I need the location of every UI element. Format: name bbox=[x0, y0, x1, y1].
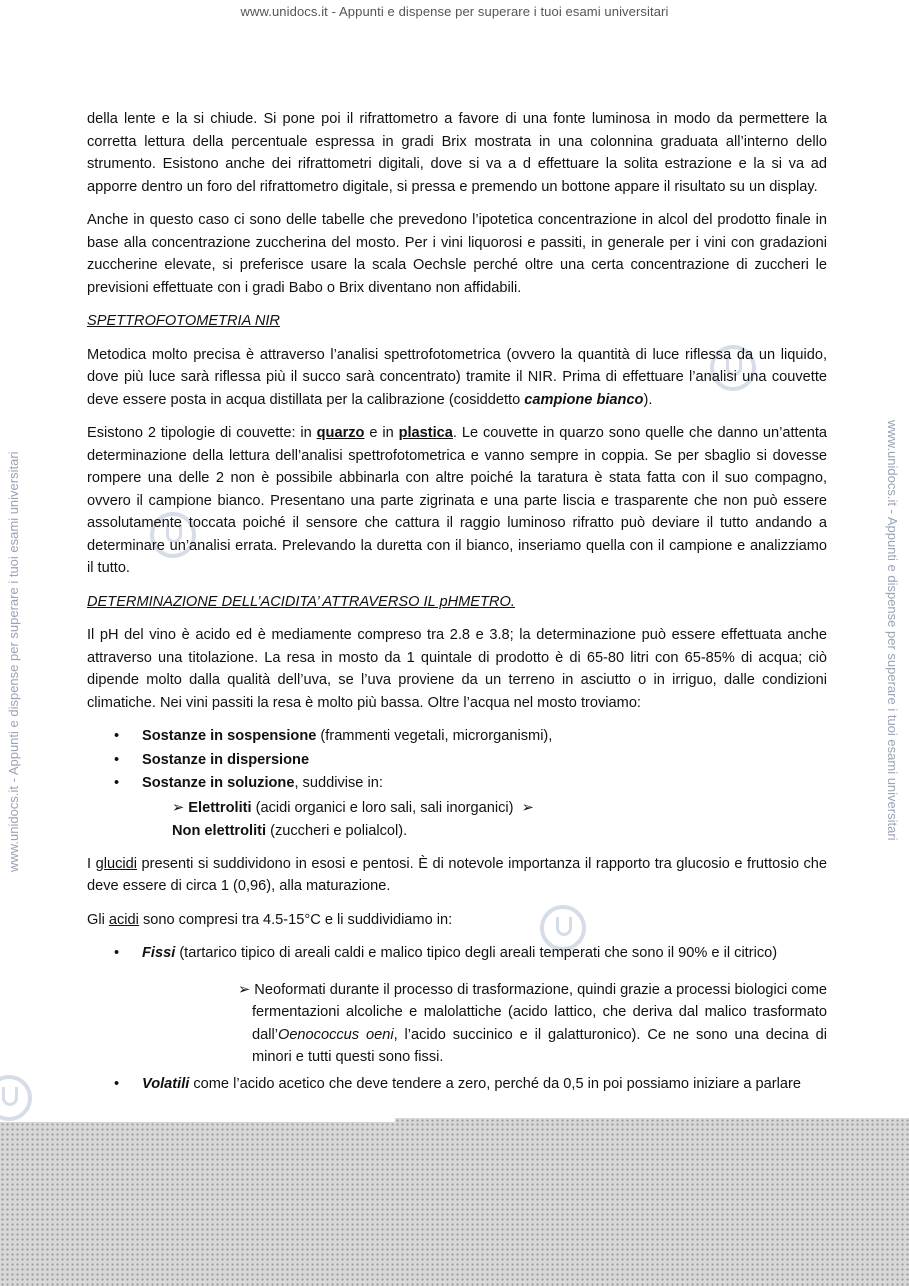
list-item: • Sostanze in sospensione (frammenti vegetali, microrganismi), bbox=[87, 725, 827, 748]
paragraph: Esistono 2 tipologie di couvette: in quarzo e in plastica. Le couvette in quarzo sono quelle che danno un’attenta determinazione della lettura dell’analisi spettrofotometrica e vanno sempre in coppia. Se per sbaglio si dovesse rompere una delle 2 non è possibile abbinarla con altre poiché la taratura è stata fatta con il suo compagno, ovvero il campione bianco. Presentano una parte zigrinata e una parte liscia e trasparente che non può essere assolutamente toccata poiché il sensore che cattura il raggio luminoso rifratto può deviare il tutto andando a determinare un’analisi errata. Prelevando la duretta con il bianco, inseriamo quella con il campione e analizziamo il tutto. bbox=[87, 425, 827, 576]
section-heading: SPETTROFOTOMETRIA NIR bbox=[87, 313, 280, 329]
side-watermark-right: www.unidocs.it - Appunti e dispense per superare i tuoi esami universitari bbox=[885, 420, 900, 841]
emphasis-text: campione bianco bbox=[524, 391, 644, 408]
header-watermark: www.unidocs.it - Appunti e dispense per superare i tuoi esami universitari bbox=[240, 4, 669, 19]
bullet-icon: • bbox=[114, 751, 120, 768]
side-watermark-left: www.unidocs.it - Appunti e dispense per superare i tuoi esami universitari bbox=[6, 451, 21, 872]
paragraph: Metodica molto precisa è attraverso l’analisi spettrofotometrica (ovvero la quantità di luce riflessa da un liquido, dove più luce sarà riflessa più il succo sarà concentrato) tramite il NIR. Prima di effettuare l’analisi una couvette deve essere posta in acqua distillata per la calibrazione (cosiddetto campione bianco). bbox=[87, 346, 827, 408]
emphasis-text: quarzo bbox=[316, 425, 365, 441]
paragraph: Gli acidi sono compresi tra 4.5-15°C e li suddividiamo in: bbox=[87, 911, 453, 928]
arrow-icon: ➢ bbox=[521, 799, 534, 816]
bullet-icon: • bbox=[114, 775, 120, 791]
section-heading: DETERMINAZIONE DELL’ACIDITA’ ATTRAVERSO IL pHMETRO. bbox=[87, 593, 515, 610]
bullet-icon: • bbox=[114, 728, 120, 744]
arrow-icon: ➢ bbox=[172, 799, 185, 816]
list-item: • Fissi (tartarico tipico di areali caldi e malico tipico degli areali temperati che sono il 90% e il citrico) bbox=[87, 942, 827, 965]
sub-list-item: Non elettroliti (zuccheri e polialcol). bbox=[172, 823, 408, 839]
preview-mask bbox=[0, 1122, 909, 1286]
emphasis-text: glucidi bbox=[95, 855, 137, 872]
list-item: • Sostanze in dispersione bbox=[87, 749, 827, 772]
bullet-icon: • bbox=[114, 945, 120, 961]
bullet-list bbox=[87, 1073, 827, 1096]
paragraph: della lente e la si chiude. Si pone poi il rifrattometro a favore di una fonte luminosa in modo da permettere la corretta lettura della percentuale espressa in gradi Brix mostrata in una colonnina graduata all’interno dello strumento. Esistono anche dei rifrattometri digitali, dove si va a d effettuare la solita estrazione e la si va ad apporre dentro un foro del rifrattometro digitale, si pressa e premendo un bottone appare il risultato su un display. bbox=[87, 111, 827, 195]
emphasis-text: plastica bbox=[398, 425, 453, 441]
paragraph: Il pH del vino è acido ed è mediamente compreso tra 2.8 e 3.8; la determinazione può essere effettuata anche attraverso una titolazione. La resa in mosto da 1 quintale di prodotto è di 65-80 litri con 65-85% di acqua; ciò dipende molto dalla qualità dell’uva, se l’uva proviene da un terreno in asciutto o in irriguo, dalle condizioni climatiche. Nei vini passiti la resa è molto più bassa. Oltre l’acqua nel mosto troviamo: bbox=[87, 627, 827, 711]
sub-list-item: ➢ Neoformati durante il processo di trasformazione, quindi grazie a processi biologici come fermentazioni alcoliche e malolattiche (acido lattico, che deriva dal malico trasformato dall’Oenococcus oeni, l’acido succinico e il galatturonico). Ce ne sono una decina di minori e tutti questi sono fissi. bbox=[238, 981, 827, 1065]
emphasis-text: acidi bbox=[108, 911, 139, 928]
bullet-icon: • bbox=[114, 1075, 120, 1092]
document-body bbox=[87, 108, 827, 1103]
list-item: • Volatili come l’acido acetico che deve tendere a zero, perché da 0,5 in poi possiamo iniziare a parlare bbox=[87, 1073, 827, 1096]
sub-list-item: ➢ Elettroliti (acidi organici e loro sali, sali inorganici) ➢ bbox=[172, 799, 534, 816]
list-item: • Sostanze in soluzione, suddivise in: bbox=[87, 772, 827, 795]
bullet-list bbox=[87, 725, 827, 795]
watermark-logo-icon bbox=[0, 1075, 32, 1121]
bullet-list bbox=[87, 942, 827, 965]
paragraph: I glucidi presenti si suddividono in esosi e pentosi. È di notevole importanza il rapporto tra glucosio e fruttosio che deve essere di circa 1 (0,96), alla maturazione. bbox=[87, 855, 827, 894]
paragraph: Anche in questo caso ci sono delle tabelle che prevedono l’ipotetica concentrazione in alcol del prodotto finale in base alla concentrazione zuccherina del mosto. Per i vini liquorosi e passiti, in generale per i vini con gradazioni zuccherine elevate, si preferisce usare la scala Oechsle perché oltre una certa concentrazione di zuccheri le previsioni effettuate con i gradi Babo o Brix diventano non affidabili. bbox=[87, 212, 827, 296]
arrow-icon: ➢ bbox=[238, 981, 251, 998]
